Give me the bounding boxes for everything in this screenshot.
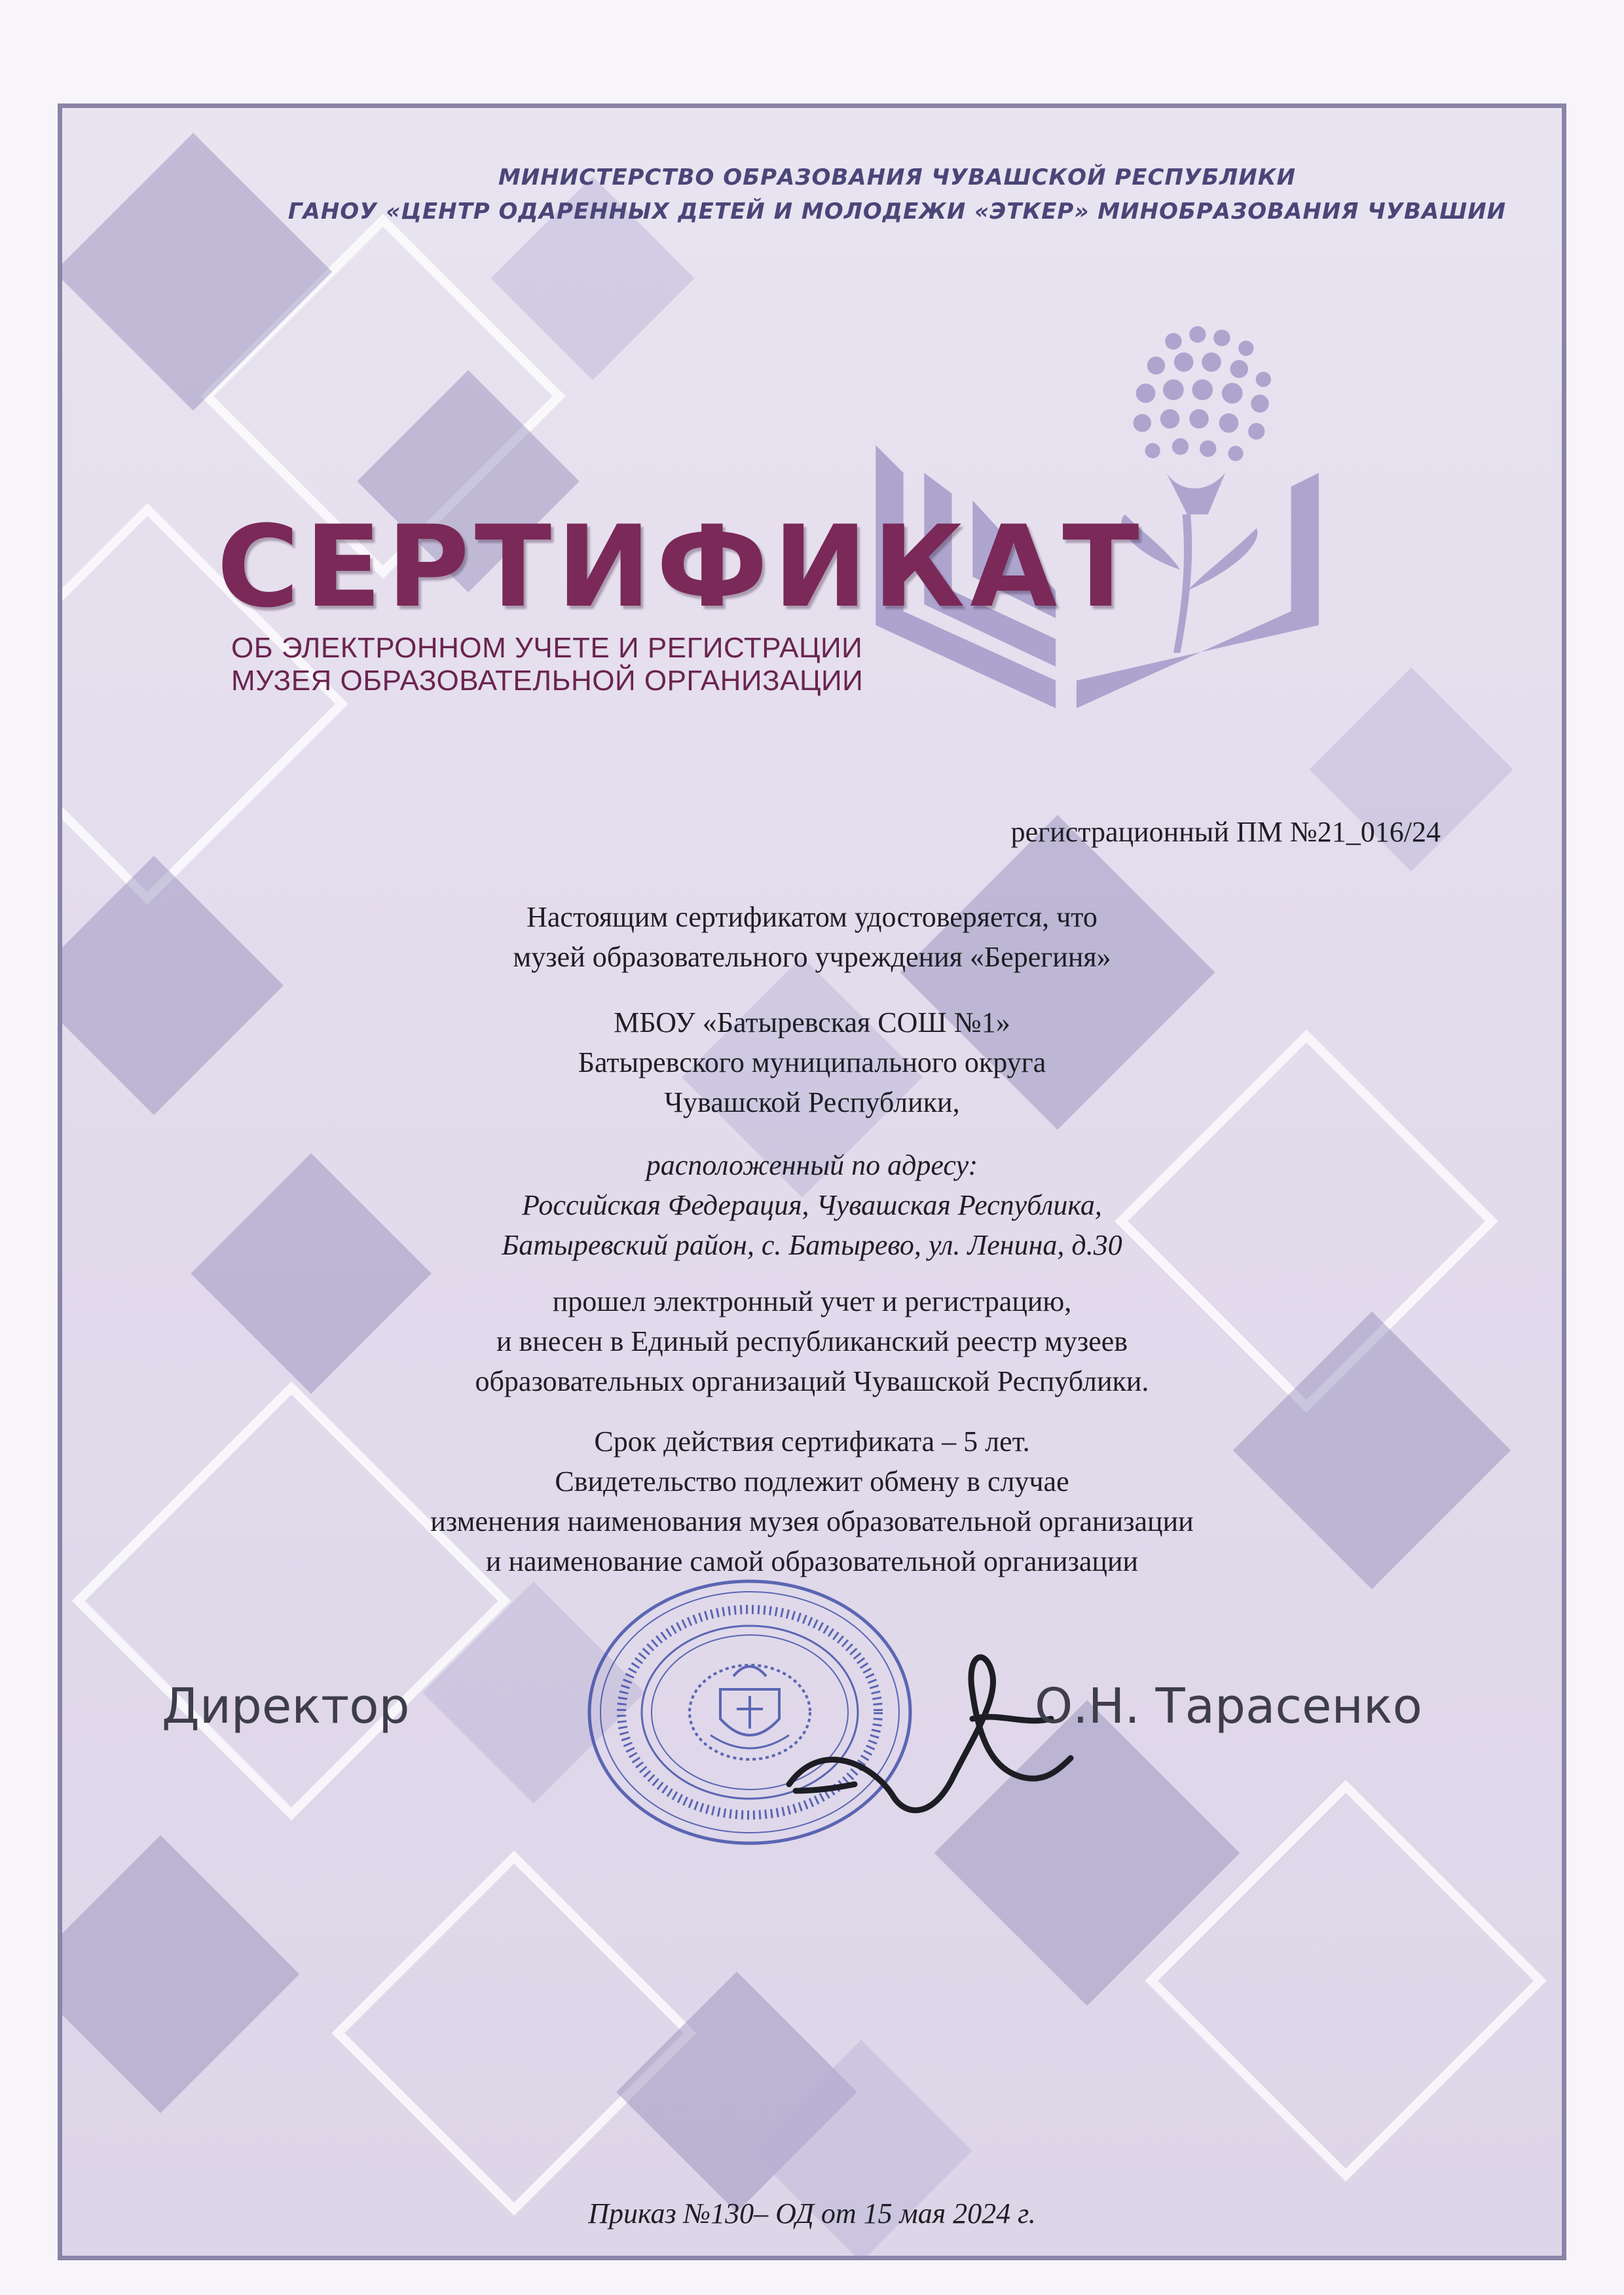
text-line: расположенный по адресу: [646, 1149, 978, 1181]
organization-name [62, 1002, 1562, 1122]
organization-address [62, 1145, 1562, 1265]
certificate-title: СЕРТИФИКАТ [217, 501, 1145, 633]
text-line: Настоящим сертификатом удостоверяется, что [526, 901, 1098, 933]
certificate-subtitle-line1: ОБ ЭЛЕКТРОННОМ УЧЕТЕ И РЕГИСТРАЦИИ [231, 632, 863, 664]
signatory-name: О.Н. Тарасенко [1035, 1678, 1422, 1735]
text-line: образовательных организаций Чувашской Республики. [475, 1365, 1149, 1397]
certification-statement [62, 897, 1562, 977]
text-line: изменения наименования музея образовательной организации [430, 1505, 1194, 1537]
text-line: Срок действия сертификата – 5 лет. [594, 1425, 1030, 1458]
text-line: МБОУ «Батыревская СОШ №1» [614, 1006, 1010, 1038]
text-line: прошел электронный учет и регистрацию, [552, 1285, 1072, 1317]
text-line: музей образовательного учреждения «Берегиня» [513, 941, 1111, 973]
certificate-sheet [58, 103, 1566, 2260]
order-reference: Приказ №130– ОД от 15 мая 2024 г. [588, 2197, 1036, 2230]
text-line: и наименование самой образовательной организации [485, 1545, 1139, 1577]
signatory-role: Директор [162, 1678, 410, 1735]
ministry-header-line1: МИНИСТЕРСТВО ОБРАЗОВАНИЯ ЧУВАШСКОЙ РЕСПУБЛИКИ [498, 164, 1297, 191]
text-line: Чувашской Республики, [664, 1086, 960, 1118]
text-line: Российская Федерация, Чувашская Республика, [522, 1189, 1102, 1221]
validity-terms [62, 1422, 1562, 1581]
center-header-line2: ГАНОУ «ЦЕНТР ОДАРЕННЫХ ДЕТЕЙ И МОЛОДЕЖИ «ЭТКЕР» МИНОБРАЗОВАНИЯ ЧУВАШИИ [287, 198, 1507, 225]
certificate-subtitle-line2: МУЗЕЯ ОБРАЗОВАТЕЛЬНОЙ ОРГАНИЗАЦИИ [231, 665, 864, 697]
registration-statement [62, 1281, 1562, 1401]
text-line: Батыревский район, с. Батырево, ул. Ленина, д.30 [502, 1229, 1122, 1261]
text-line: Свидетельство подлежит обмену в случае [555, 1465, 1069, 1497]
text-line: Батыревского муниципального округа [578, 1046, 1046, 1078]
registration-number: регистрационный ПМ №21_016/24 [1010, 816, 1441, 848]
text-line: и внесен в Единый республиканский реестр музеев [496, 1325, 1128, 1357]
